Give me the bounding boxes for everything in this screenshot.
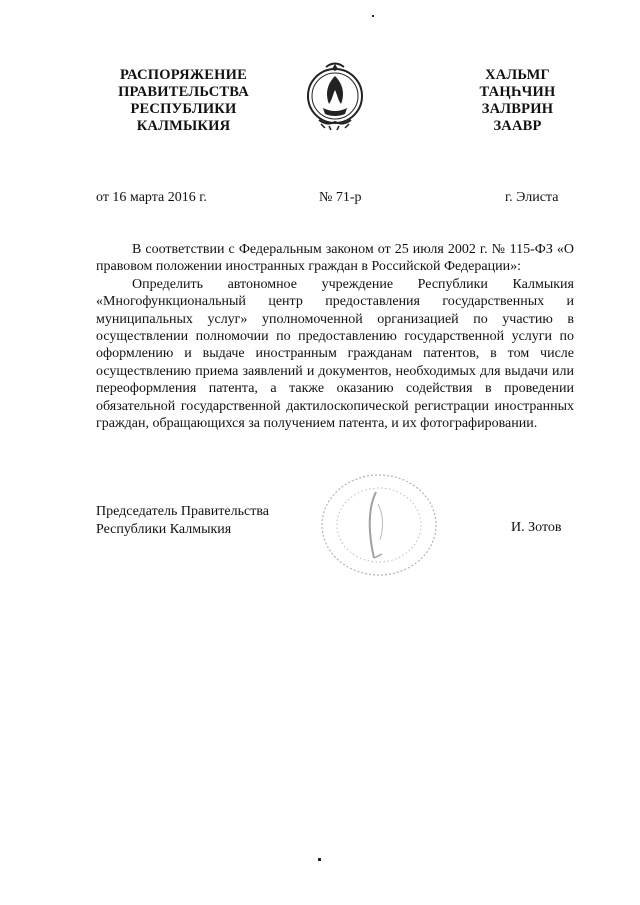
scan-speck: [318, 858, 321, 861]
header-russian: [96, 67, 271, 135]
signatory-name: И. Зотов: [511, 520, 562, 535]
scan-speck: [372, 15, 374, 17]
header-russian-line: РЕСПУБЛИКИ: [130, 101, 237, 117]
kalmykia-emblem-icon: [305, 56, 365, 136]
header-kalmyk-line: ЗАЛВРИН: [481, 101, 554, 117]
header-kalmyk-line: ЗААВР: [493, 118, 542, 134]
header-russian-line: РАСПОРЯЖЕНИЕ: [119, 67, 248, 83]
header-kalmyk-line: ХАЛЬМГ: [485, 67, 550, 83]
decision-paragraph: Определить автономное учреждение Республики Калмыкия «Многофункциональный центр предоставления государственных и муниципальных услуг» уполномоченной организацией по участию в осуществлении полномочии по предоставлению государственной услуги по оформлению и выдаче иностранным гражданам патентов, в том числе осуществлению приема заявлений и документов, необходимых для выдачи или переоформления патента, а также оказанию содействия в проведении обязательной государственной дактилоскопической регистрации иностранных граждан, обращающихся за получением патента, и их фотографировании.: [96, 276, 574, 432]
signatory-title-line: Председатель Правительства: [96, 504, 269, 519]
order-date: от 16 марта 2016 г.: [96, 190, 207, 205]
signatory-title-line: Республики Калмыкия: [96, 521, 232, 537]
preamble-paragraph: В соответствии с Федеральным законом от 25 июля 2002 г. № 115-ФЗ «О правовом положении иностранных граждан в Российской Федерации»:: [96, 242, 574, 275]
faded-seal-stamp: [316, 470, 442, 580]
header-kalmyk: [455, 67, 580, 135]
order-city: г. Элиста: [505, 190, 559, 205]
order-body: [96, 241, 574, 432]
order-number: № 71-р: [319, 190, 362, 205]
header-russian-line: КАЛМЫКИЯ: [136, 118, 231, 134]
header-kalmyk-line: ТАҢҺЧИН: [479, 84, 556, 100]
signatory-title: [96, 503, 316, 538]
header-russian-line: ПРАВИТЕЛЬСТВА: [118, 84, 249, 100]
